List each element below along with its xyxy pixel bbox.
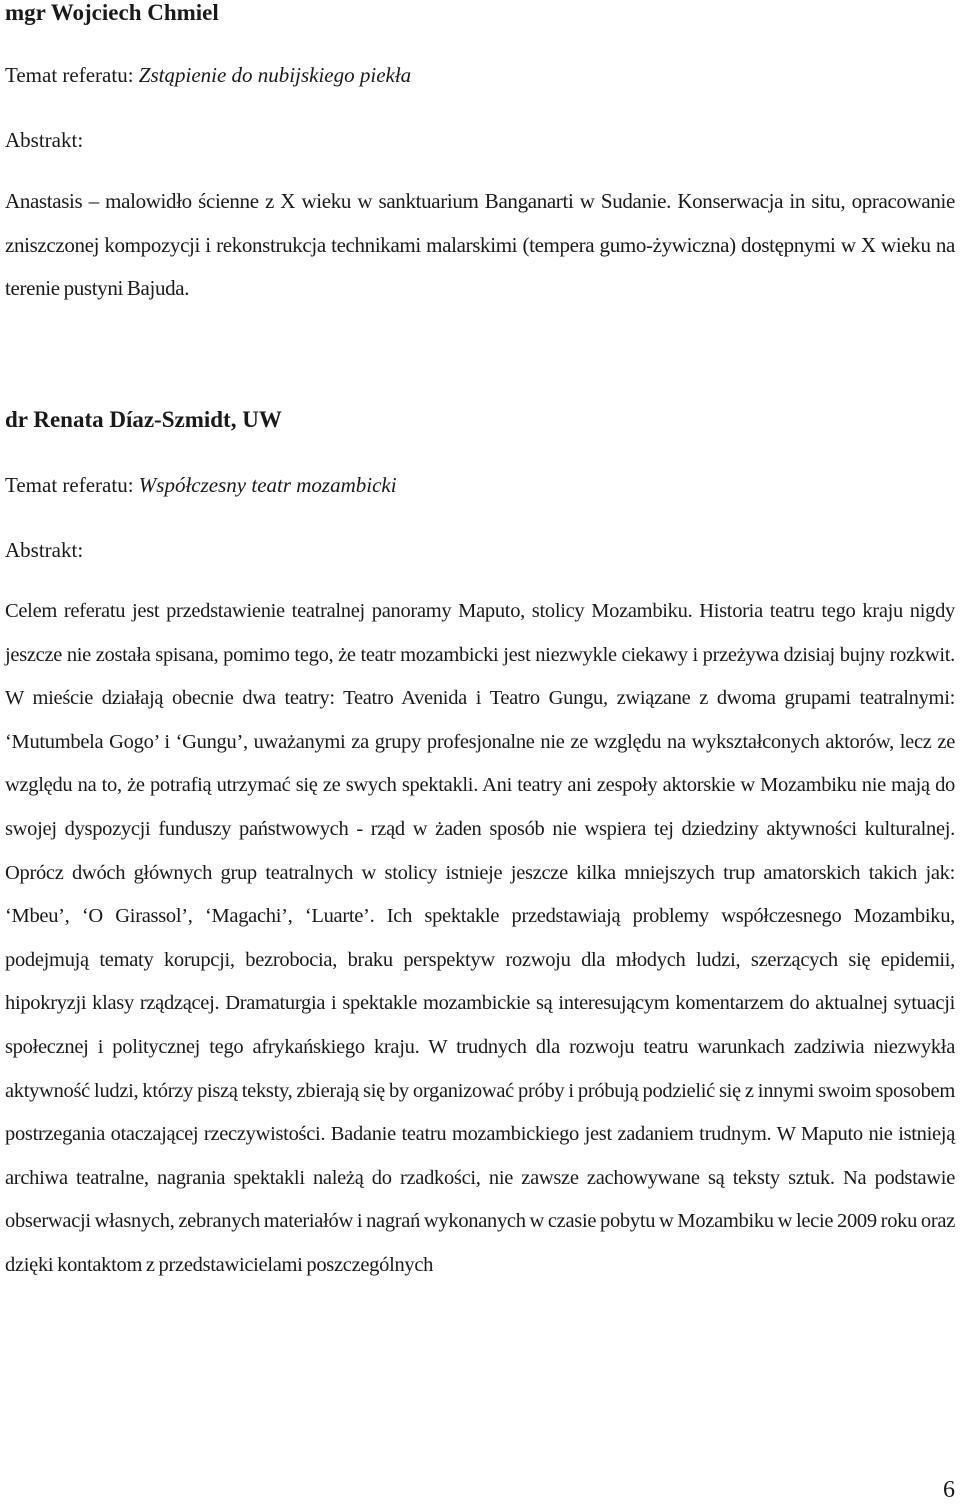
author-name: mgr Wojciech Chmiel xyxy=(5,0,219,25)
topic-title: Zstąpienie do nubijskiego piekła xyxy=(138,63,412,87)
abstract-label: Abstrakt: xyxy=(5,538,84,562)
topic-line xyxy=(5,62,411,88)
topic-label: Temat referatu: xyxy=(5,63,139,87)
topic-line xyxy=(5,472,397,498)
abstract-label: Abstrakt: xyxy=(5,128,84,152)
topic-title: Współczesny teatr mozambicki xyxy=(138,473,397,497)
abstract-text: Celem referatu jest przedstawienie teatralnej panoramy Maputo, stolicy Mozambiku. Historia teatru tego kraju nigdy jeszcze nie została spisana, pomimo tego, że teatr mozambicki jest niezwykle ciekawy i przeżywa dzisiaj bujny rozkwit. W mieście działają obecnie dwa teatry: Teatro Avenida i Teatro Gungu, związane z dwoma grupami teatralnymi: ‘Mutumbela Gogo’ i ‘Gungu’, uważanymi za grupy profesjonalne nie ze względu na wykształconych aktorów, lecz ze względu na to, że potrafią utrzymać się ze swych spektakli. Ani teatry ani zespoły aktorskie w Mozambiku nie mają do swojej dyspozycji funduszy państwowych - rząd w żaden sposób nie wspiera tej dziedziny aktywności kulturalnej. Oprócz dwóch głównych grup teatralnych w stolicy istnieje jeszcze kilka mniejszych trup amatorskich takich jak: ‘Mbeu’, ‘O Girassol’, ‘Magachi’, ‘Luarte’. Ich spektakle przedstawiają problemy współczesnego Mozambiku, podejmują tematy korupcji, bezrobocia, braku perspektyw rozwoju dla młodych ludzi, szerzących się epidemii, hipokryzji klasy rządzącej. Dramaturgia i spektakle mozambickie są interesującym komentarzem do aktualnej sytuacji społecznej i politycznej tego afrykańskiego kraju. W trudnych dla rozwoju teatru warunkach zadziwia niezwykła aktywność ludzi, którzy piszą teksty, zbierają się by organizować próby i próbują podzielić się z innymi swoim sposobem postrzegania otaczającej rzeczywistości. Badanie teatru mozambickiego jest zadaniem trudnym. W Maputo nie istnieją archiwa teatralne, nagrania spektakli należą do rzadkości, nie zawsze zachowywane są teksty sztuk. Na podstawie obserwacji własnych, zebranych materiałów i nagrań wykonanych w czasie pobytu w Mozambiku w lecie 2009 roku oraz dzięki kontaktom z przedstawicielami poszczególnych xyxy=(5,600,955,1276)
author-name: dr Renata Díaz-Szmidt, UW xyxy=(5,407,282,432)
abstract-text: Anastasis – malowidło ścienne z X wieku w sanktuarium Banganarti w Sudanie. Konserwacja in situ, opracowanie zniszczonej kompozycji i rekonstrukcja technikami malarskimi (tempera gumo-żywiczna) dostępnymi w X wieku na terenie pustyni Bajuda. xyxy=(5,189,955,301)
page-number: 6 xyxy=(943,1477,955,1503)
topic-label: Temat referatu: xyxy=(5,473,139,497)
